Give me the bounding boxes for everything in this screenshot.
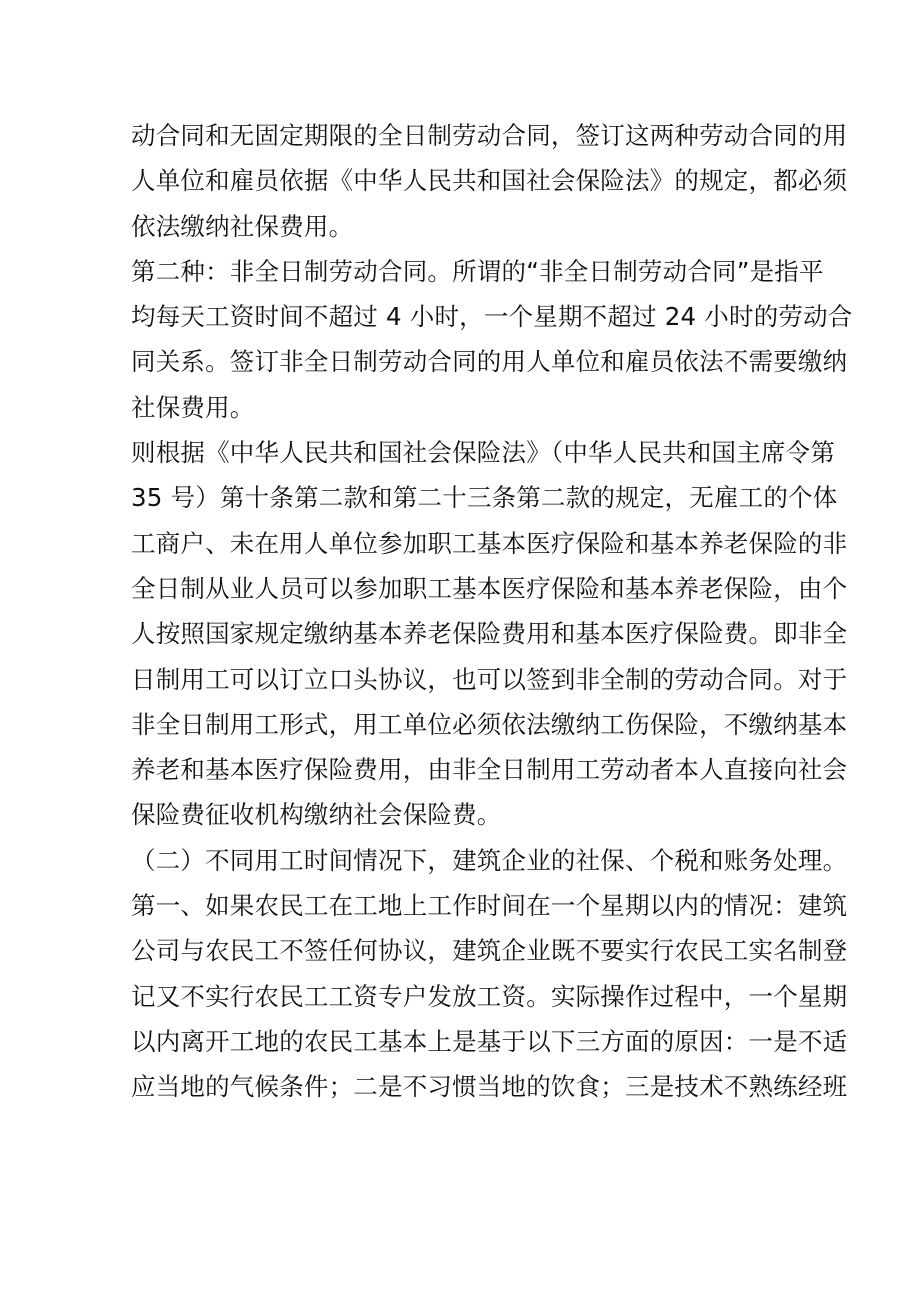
text-line: 记又不实行农民工工资专户发放工资。实际操作过程中，一个星期 [131, 981, 848, 1011]
text-line: 公司与农民工不签任何协议，建筑企业既不要实行农民工实名制登 [131, 936, 848, 966]
text-line: 同关系。签订非全日制劳动合同的用人单位和雇员依法不需要缴纳 [131, 347, 848, 377]
text-line: 应当地的气候条件；二是不习惯当地的饮食；三是技术不熟练经班 [131, 1072, 848, 1102]
text-line: 人单位和雇员依据《中华人民共和国社会保险法》的规定，都必须 [131, 166, 848, 196]
text-line: 养老和基本医疗保险费用，由非全日制用工劳动者本人直接向社会 [131, 755, 848, 785]
text-line: 社保费用。 [131, 392, 255, 422]
text-line: 人按照国家规定缴纳基本养老保险费用和基本医疗保险费。即非全 [131, 619, 848, 649]
text-line: 第二种：非全日制劳动合同。所谓的“非全日制劳动合同”是指平 [131, 256, 824, 286]
text-line: 动合同和无固定期限的全日制劳动合同，签订这两种劳动合同的用 [131, 121, 848, 150]
text-line: 第一、如果农民工在工地上工作时间在一个星期以内的情况：建筑 [131, 891, 848, 921]
text-line: 全日制从业人员可以参加职工基本医疗保险和基本养老保险，由个 [131, 573, 848, 603]
document-body [131, 113, 853, 1110]
text-line: 则根据《中华人民共和国社会保险法》（中华人民共和国主席令第 [131, 438, 836, 468]
text-line: 35 号）第十条第二款和第二十三条第二款的规定，无雇工的个体 [131, 483, 838, 513]
text-line: 保险费征收机构缴纳社会保险费。 [131, 800, 502, 830]
text-line: 以内离开工地的农民工基本上是基于以下三方面的原因：一是不适 [131, 1026, 848, 1056]
text-line: （二）不同用工时间情况下，建筑企业的社保、个税和账务处理。 [131, 845, 848, 875]
text-line: 非全日制用工形式，用工单位必须依法缴纳工伤保险，不缴纳基本 [131, 709, 848, 739]
text-line: 工商户、未在用人单位参加职工基本医疗保险和基本养老保险的非 [131, 528, 848, 558]
text-line: 日制用工可以订立口头协议，也可以签到非全制的劳动合同。对于 [131, 664, 848, 694]
text-line: 均每天工资时间不超过 4 小时，一个星期不超过 24 小时的劳动合 [131, 302, 853, 332]
text-line: 依法缴纳社保费用。 [131, 211, 354, 241]
